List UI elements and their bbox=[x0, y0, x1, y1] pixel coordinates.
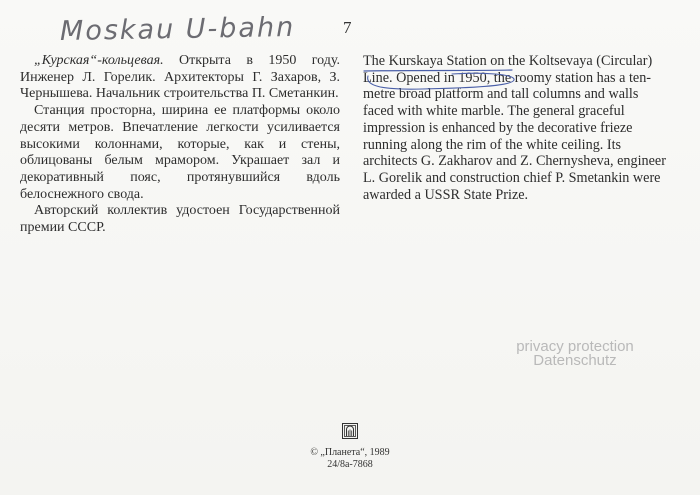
russian-paragraph-1 bbox=[20, 53, 340, 103]
english-paragraph: The Kurskaya Station on the Koltsevaya (Circular) Line. Opened in 1950, the roomy station has a ten-metre broad platform and tall columns and walls faced with white marble. The general graceful impression is enhanced by the decorative frieze running along the rim of the white ceiling. Its architects G. Zakharov and Z. Chernysheva, engineer L. Gorelik and construction chief P. Smetankin were awarded a USSR State Prize. bbox=[363, 53, 666, 203]
russian-intro-text: Открыта в 1950 году. Инженер Л. Горелик. Архитекторы Г. Захаров, З. Чернышева. Начальник строительства П. Сметанкин. bbox=[20, 53, 340, 102]
russian-station-name: „Курская“-кольцевая. bbox=[34, 53, 164, 68]
english-description bbox=[363, 53, 669, 203]
handwritten-note: Moskau U-bahn bbox=[59, 11, 296, 48]
publisher-imprint bbox=[250, 447, 450, 471]
russian-paragraph-2: Станция просторна, ширина ее платформы около десяти метров. Впечатление легкости усиливается высокими колоннами, которые, как и стены, облицованы белым мрамором. Украшает зал и декоративный пояс, протянувшийся вдоль белоснежного свода. bbox=[20, 103, 340, 202]
page-number: 7 bbox=[343, 18, 352, 37]
watermark-line-2: Datenschutz bbox=[533, 352, 617, 369]
imprint-code: 24/8а-7868 bbox=[327, 459, 373, 470]
russian-description bbox=[20, 53, 340, 237]
privacy-watermark bbox=[500, 340, 650, 368]
watermark-line-1: privacy protection bbox=[516, 338, 634, 355]
imprint-publisher: © „Планета“, 1989 bbox=[310, 447, 390, 458]
publisher-logo-icon bbox=[342, 423, 358, 439]
russian-paragraph-3: Авторский коллектив удостоен Государственной премии СССР. bbox=[20, 203, 340, 236]
